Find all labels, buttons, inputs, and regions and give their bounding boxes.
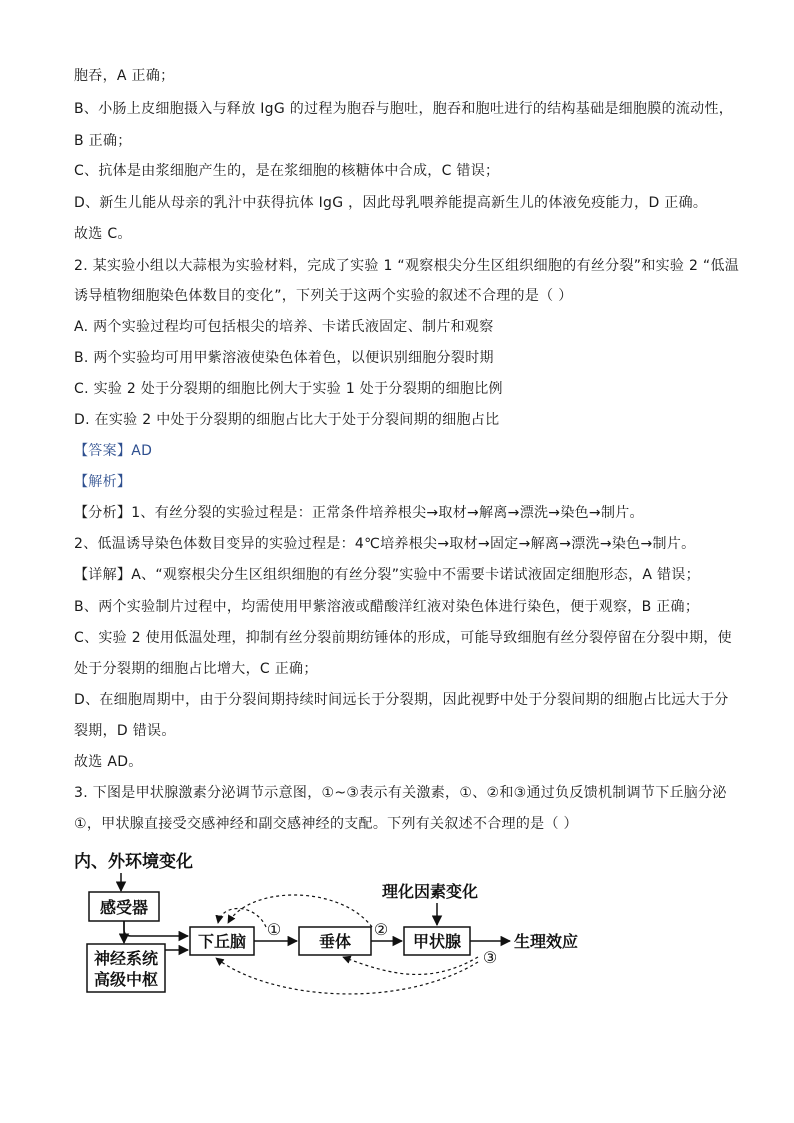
feedback-hormone3-to-hypothalamus [216, 958, 478, 994]
option-a: A. 两个实验过程均可包括根尖的培养、卡诺氏液固定、制片和观察 [74, 319, 494, 335]
text-line: C、实验 2 使用低温处理，抑制有丝分裂前期纺锤体的形成，可能导致细胞有丝分裂停留在分裂中期，使 [74, 630, 732, 646]
arrow-receptor-to-hypothalamus [124, 921, 188, 936]
question-2-line: 2. 某实验小组以大蒜根为实验材料，完成了实验 1 “观察根尖分生区组织细胞的有丝分裂”和实验 2 “低温 [74, 258, 740, 274]
hypothalamus-label: 下丘脑 [197, 932, 247, 951]
feedback-hormone2-to-hypothalamus [228, 895, 372, 927]
text-line: D、新生儿能从母亲的乳汁中获得抗体 IgG ，因此母乳喂养能提高新生儿的体液免疫能力，D 正确。 [74, 195, 708, 211]
text-line: 【详解】A、“观察根尖分生区组织细胞的有丝分裂”实验中不需要卡诺试液固定细胞形态，A 错误； [74, 567, 700, 583]
text-line: B 正确； [74, 133, 132, 149]
answer-label: 【答案】AD [74, 443, 153, 459]
analysis-heading: 【解析】 [74, 474, 132, 490]
hormone-3-label: ③ [482, 948, 498, 967]
pituitary-label: 垂体 [318, 932, 352, 951]
question-3-line: ①，甲状腺直接受交感神经和副交感神经的支配。下列有关叙述不合理的是（ ） [74, 816, 578, 832]
feedback-hormone3-to-pituitary [343, 957, 478, 974]
physical-factors-label: 理化因素变化 [382, 882, 479, 901]
text-line: 裂期，D 错误。 [74, 723, 176, 739]
question-3-line: 3. 下图是甲状腺激素分泌调节示意图，①~③表示有关激素，①、②和③通过负反馈机制调节下丘脑分泌 [74, 785, 727, 801]
text-line: C、抗体是由浆细胞产生的，是在浆细胞的核糖体中合成，C 错误； [74, 163, 500, 179]
nervous-center-label-line1: 神经系统 [93, 949, 159, 968]
feedback-hormone1-to-hypothalamus [218, 908, 266, 927]
text-line: 胞吞，A 正确； [74, 68, 175, 84]
text-line: B、小肠上皮细胞摄入与释放 IgG 的过程为胞吞与胞吐，胞吞和胞吐进行的结构基础是细胞膜的流动性， [74, 101, 734, 117]
text-line: 【分析】1、有丝分裂的实验过程是：正常条件培养根尖→取材→解离→漂洗→染色→制片。 [74, 505, 644, 521]
physiological-effect-label: 生理效应 [514, 932, 579, 951]
nervous-center-label-line2: 高级中枢 [93, 970, 159, 989]
hormone-1-label: ① [266, 920, 282, 939]
thyroid-label: 甲状腺 [412, 932, 462, 951]
text-line: 故选 AD。 [74, 754, 143, 770]
question-2-line: 诱导植物细胞染色体数目的变化”，下列关于这两个实验的叙述不合理的是（ ） [74, 288, 573, 304]
text-line: B、两个实验制片过程中，均需使用甲紫溶液或醋酸洋红液对染色体进行染色，便于观察，B 正确； [74, 599, 700, 615]
text-line: 处于分裂期的细胞占比增大，C 正确； [74, 661, 318, 677]
text-line: 故选 C。 [74, 226, 132, 242]
environment-change-label: 内、外环境变化 [74, 852, 193, 872]
option-d: D. 在实验 2 中处于分裂期的细胞占比大于处于分裂间期的细胞占比 [74, 412, 500, 428]
text-line: 2、低温诱导染色体数目变异的实验过程是：4℃培养根尖→取材→固定→解离→漂洗→染色→制片。 [74, 536, 696, 552]
option-c: C. 实验 2 处于分裂期的细胞比例大于实验 1 处于分裂期的细胞比例 [74, 381, 503, 397]
hormone-2-label: ② [373, 920, 389, 939]
option-b: B. 两个实验均可用甲紫溶液使染色体着色，以便识别细胞分裂时期 [74, 350, 494, 366]
receptor-label: 感受器 [99, 898, 149, 917]
text-line: D、在细胞周期中，由于分裂间期持续时间远长于分裂期，因此视野中处于分裂间期的细胞占比远大于分 [74, 692, 729, 708]
